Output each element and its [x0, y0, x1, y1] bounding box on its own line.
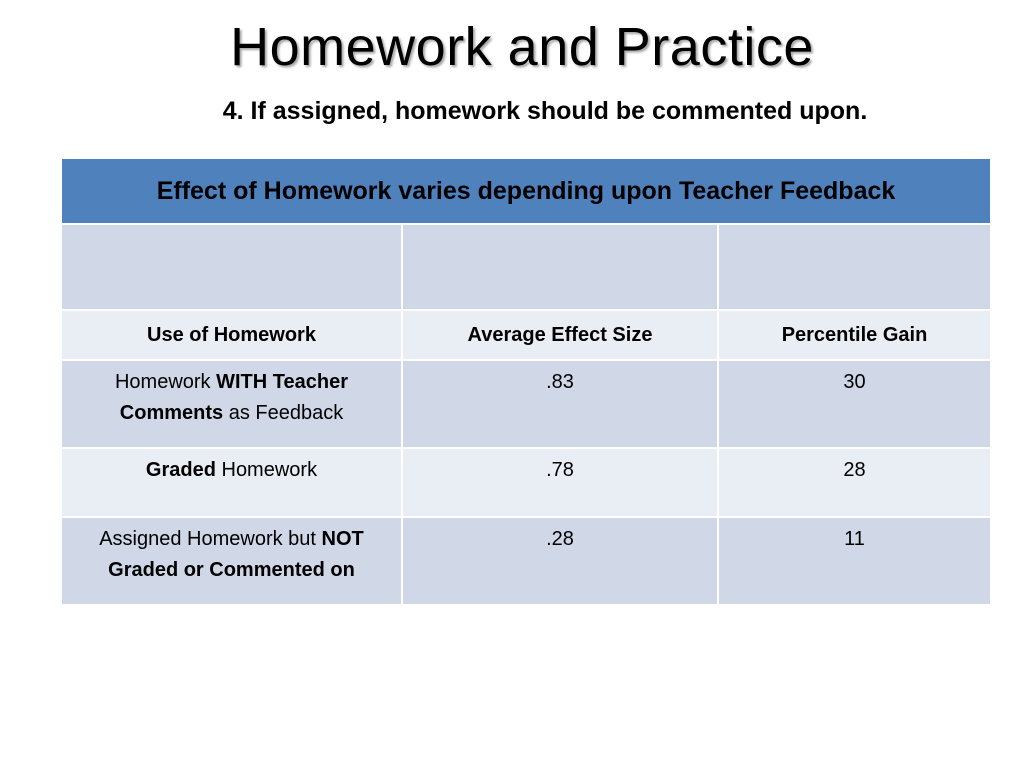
- table-row: [61, 517, 991, 605]
- table-row: [61, 360, 991, 448]
- percentile-gain-cell: 30: [718, 360, 991, 448]
- table-header-row: [61, 310, 991, 360]
- percentile-gain-cell: 28: [718, 448, 991, 517]
- column-header-percentile-gain: Percentile Gain: [718, 310, 991, 360]
- blank-cell: [61, 224, 402, 310]
- slide-title: Homework and Practice: [230, 17, 814, 77]
- table-banner: Effect of Homework varies depending upon Teacher Feedback: [61, 158, 991, 224]
- column-header-effect-size: Average Effect Size: [402, 310, 718, 360]
- use-of-homework-cell: Assigned Homework but NOT Graded or Commented on: [61, 517, 402, 605]
- effect-size-cell: .28: [402, 517, 718, 605]
- table-row-blank: [61, 224, 991, 310]
- effect-size-cell: .83: [402, 360, 718, 448]
- homework-feedback-table: [60, 157, 992, 606]
- table-banner-row: [61, 158, 991, 224]
- blank-cell: [402, 224, 718, 310]
- use-of-homework-cell: Homework WITH Teacher Comments as Feedback: [61, 360, 402, 448]
- blank-cell: [718, 224, 991, 310]
- table-row: [61, 448, 991, 517]
- slide-subtitle: 4. If assigned, homework should be commented upon.: [222, 97, 868, 125]
- column-header-use: Use of Homework: [61, 310, 402, 360]
- use-of-homework-cell: Graded Homework: [61, 448, 402, 517]
- effect-size-cell: .78: [402, 448, 718, 517]
- percentile-gain-cell: 11: [718, 517, 991, 605]
